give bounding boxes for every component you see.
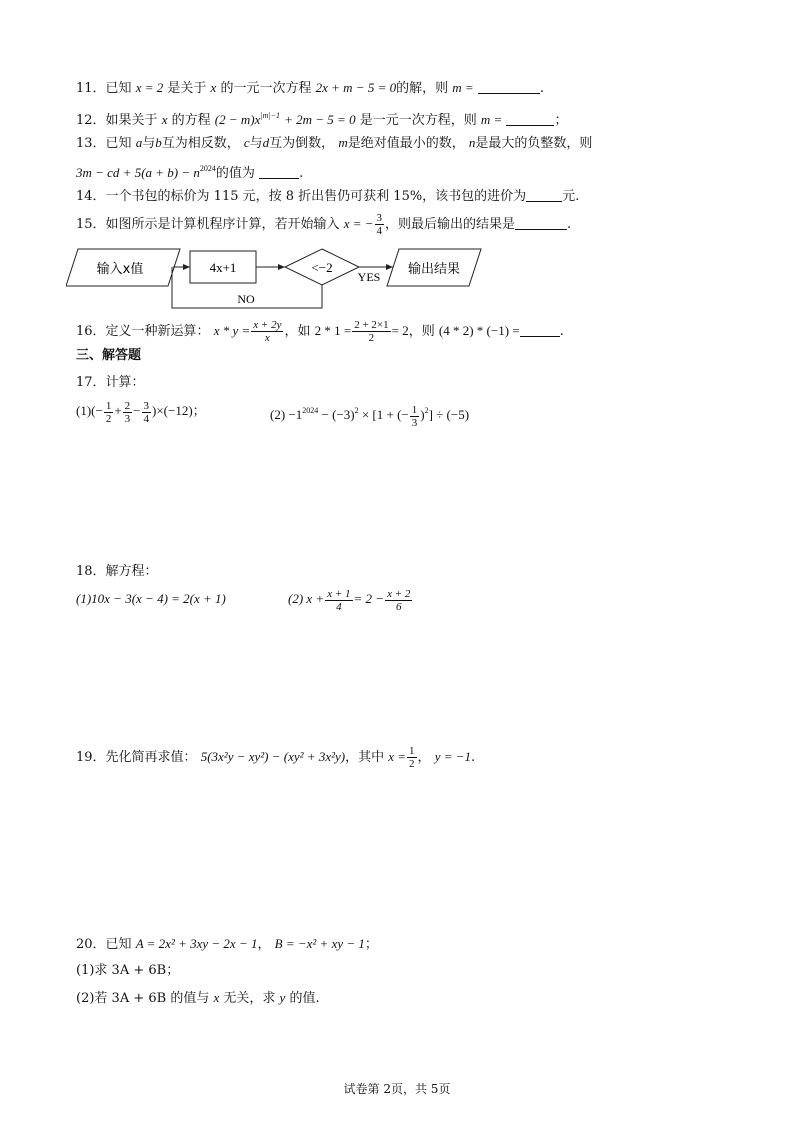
- q20-A-expr: A = 2x² + 3xy − 2x − 1: [135, 936, 258, 951]
- q16-ex-den: 2: [368, 332, 375, 344]
- q13-text7: 是最大的负整数，则: [475, 136, 593, 151]
- q16-text2: ，如: [284, 324, 311, 339]
- question-18: [76, 562, 158, 582]
- q13-var-d: d: [262, 135, 270, 150]
- q16-answer-blank[interactable]: [520, 322, 560, 337]
- q18-p2-f2-den: 6: [395, 600, 402, 613]
- q18-p2-a: (2) x +: [288, 591, 325, 606]
- q13-text6: 是绝对值最小的数，: [347, 136, 465, 151]
- q12-answer-label: m =: [480, 112, 503, 127]
- q11-text2: 是关于: [167, 81, 207, 96]
- q20-part-2: [76, 988, 320, 1009]
- q18-p2-f1-num: x + 1: [327, 587, 351, 600]
- q12-text: 如果关于: [105, 113, 158, 128]
- flow-condition-label: <−2: [311, 260, 333, 275]
- q19-frac-den: 2: [409, 758, 415, 770]
- q12-text3: 是一元一次方程，则: [359, 113, 477, 128]
- q17-p2-f-den: 3: [411, 416, 418, 429]
- q17-p1-frac2: [123, 400, 133, 425]
- q18-label: 解方程：: [105, 564, 158, 579]
- q19-y-eq: y = −1: [434, 749, 472, 764]
- question-19: [76, 742, 475, 773]
- q12-var: x: [161, 112, 168, 127]
- q11-answer-blank[interactable]: [478, 79, 540, 94]
- flow-arrowhead-yes: [386, 264, 393, 270]
- q17-label: 计算：: [105, 375, 145, 390]
- q11-eq2: 2x + m − 5 = 0: [315, 80, 397, 95]
- question-20: [76, 934, 378, 955]
- q13-var-c: c: [243, 135, 250, 150]
- q18-part-1: (1)10x − 3(x − 4) = 2(x + 1): [76, 591, 226, 606]
- q16-text3: ，则: [408, 324, 435, 339]
- q12-eq-b: + 2m − 5 = 0: [284, 112, 356, 127]
- q13-answer-blank[interactable]: [259, 164, 299, 179]
- section-heading: 三、解答题: [76, 348, 142, 363]
- q13-expression: 3m − cd + 5(a + b) − n: [76, 165, 200, 180]
- q17-p2-c: × [1 + (−: [361, 407, 409, 422]
- flow-input-label: 输入x值: [96, 262, 144, 277]
- q17-p1-f2-den: 3: [124, 412, 131, 425]
- q19-fraction: [407, 745, 417, 770]
- q15-frac-num: 3: [376, 212, 383, 224]
- q20-p2-x: x: [213, 990, 220, 1005]
- q13-var-n: n: [468, 135, 476, 150]
- flow-output-label: 输出结果: [407, 262, 461, 277]
- q18-part-2: [288, 584, 413, 614]
- q13-var-a: a: [135, 135, 143, 150]
- q16-question-expr: (4 * 2) * (−1) =: [438, 323, 520, 338]
- q17-p2-s3: 2: [424, 406, 429, 415]
- q18-p2-frac2: [385, 588, 412, 613]
- q17-part-2: [270, 396, 469, 430]
- q11-eq1: x = 2: [135, 80, 164, 95]
- q11-number: 11．: [76, 81, 106, 96]
- q11-answer-label: m =: [452, 80, 474, 95]
- q17-p2-e: ] ÷ (−5): [428, 407, 470, 422]
- q17-p2-frac: [410, 404, 420, 429]
- program-flowchart: [66, 246, 486, 312]
- q20-B-expr: B = −x² + xy − 1: [274, 936, 365, 951]
- q11-text3: 的一元一次方程: [220, 81, 312, 96]
- q15-number: 15．: [76, 217, 106, 232]
- q20-p2-a: (2)若 3A + 6B 的值与: [76, 991, 210, 1006]
- q13-text4: 与: [249, 136, 263, 151]
- q15-text: 如图所示是计算机程序计算，若开始输入: [105, 217, 340, 232]
- q12-text2: 的方程: [171, 113, 211, 128]
- q17-p1-op1: +: [114, 403, 122, 418]
- q20-number: 20．: [76, 937, 106, 952]
- q18-p2-f2-num: x + 2: [387, 587, 411, 600]
- q19-text2: ，其中: [345, 750, 385, 765]
- q17-p2-d: ): [420, 407, 425, 422]
- q20-p2-b: 无关，求: [223, 991, 276, 1006]
- q13-text5: 互为倒数，: [269, 136, 335, 151]
- q19-text: 先化简再求值：: [105, 750, 197, 765]
- q13-text3: 互为相反数，: [161, 136, 240, 151]
- q16-operation: x * y =: [213, 323, 251, 338]
- flow-step-label: 4x+1: [209, 260, 237, 275]
- question-15: [76, 210, 571, 239]
- q16-example: 2 * 1 =: [314, 323, 352, 338]
- question-11: [76, 78, 544, 99]
- q16-fraction: [251, 319, 283, 344]
- q19-sep: ，: [417, 750, 431, 765]
- question-17: [76, 373, 145, 393]
- q20-end: ；: [364, 937, 378, 952]
- q14-end: 元.: [562, 189, 580, 204]
- q12-eq-x: x: [254, 112, 261, 127]
- question-13-line2: [76, 159, 303, 184]
- q16-end: .: [559, 324, 564, 339]
- q11-end: .: [539, 81, 544, 96]
- q13-text: 已知: [105, 136, 132, 151]
- flow-no-label: NO: [237, 292, 255, 306]
- q16-example-fraction: [352, 319, 390, 344]
- question-16: [76, 316, 564, 347]
- q16-example-result: = 2: [391, 323, 409, 338]
- q20-p2-c: 的值.: [289, 991, 320, 1006]
- q13-text8: 的值为: [215, 166, 255, 181]
- q14-number: 14．: [76, 189, 106, 204]
- q17-p2-b: − (−3): [321, 407, 355, 422]
- q15-end: .: [567, 217, 572, 232]
- q13-text2: 与: [142, 136, 156, 151]
- q12-eq-exponent: |m|−1: [260, 111, 280, 120]
- q17-part-1: [76, 396, 206, 426]
- q13-end: .: [299, 166, 304, 181]
- q20-sep: ，: [257, 937, 271, 952]
- q18-number: 18．: [76, 564, 106, 579]
- page-footer: 试卷第 2页，共 5页: [343, 1082, 451, 1096]
- q18-p2-b: = 2 −: [353, 591, 385, 606]
- q16-ex-num: 2 + 2×1: [354, 319, 389, 331]
- q17-p1-f2-num: 2: [124, 399, 131, 412]
- q17-p1-op2: −: [133, 403, 141, 418]
- flow-arrowhead-1: [183, 264, 190, 270]
- q19-x-eq: x =: [388, 749, 407, 764]
- question-12: [76, 106, 567, 131]
- q12-eq-a: (2 − m): [214, 112, 255, 127]
- q16-number: 16．: [76, 324, 106, 339]
- q18-p2-f1-den: 4: [336, 600, 342, 613]
- q17-p1-f3-den: 4: [143, 412, 150, 425]
- q17-p1-f1-den: 2: [105, 412, 112, 425]
- q20-part-1: (1)求 3A + 6B；: [76, 963, 180, 978]
- q17-p1-b: )×(−12)；: [152, 403, 206, 418]
- q12-number: 12．: [76, 113, 106, 128]
- q19-frac-num: 1: [409, 745, 415, 757]
- q13-var-m: m: [338, 135, 348, 150]
- q19-expression: 5(3x²y − xy²) − (xy² + 3x²y): [200, 749, 346, 764]
- q20-text: 已知: [105, 937, 132, 952]
- q13-var-b: b: [155, 135, 162, 150]
- q15-frac-den: 4: [376, 225, 383, 237]
- q17-p2-s2: 2: [354, 406, 359, 415]
- q17-number: 17．: [76, 375, 106, 390]
- q15-answer-blank[interactable]: [515, 215, 567, 230]
- q13-exponent: 2024: [199, 164, 216, 173]
- q17-p2-f-num: 1: [411, 403, 418, 416]
- q12-answer-blank[interactable]: [506, 111, 554, 126]
- q16-frac-den: x: [264, 332, 270, 344]
- q14-answer-blank[interactable]: [526, 187, 562, 202]
- q16-frac-num: x + 2y: [253, 319, 282, 331]
- q16-text: 定义一种新运算：: [105, 324, 210, 339]
- q17-p1-f1-num: 1: [105, 399, 112, 412]
- q13-number: 13．: [76, 136, 106, 151]
- q15-fraction: [375, 212, 385, 237]
- q20-p2-y: y: [279, 990, 286, 1005]
- q17-p1-a: (1)(−: [76, 403, 103, 418]
- q17-p1-f3-num: 3: [143, 399, 150, 412]
- q18-p2-frac1: [325, 588, 352, 613]
- q15-x-eq: x = −: [343, 216, 374, 231]
- q11-var: x: [210, 80, 217, 95]
- q19-end: .: [471, 750, 476, 765]
- q15-text2: ，则最后输出的结果是: [385, 217, 516, 232]
- q17-p2-s1: 2024: [302, 406, 319, 415]
- q11-text4: 的解，则: [396, 81, 449, 96]
- question-14: [76, 187, 579, 207]
- q17-p2-a: (2) −1: [270, 407, 303, 422]
- q12-end: ；: [554, 113, 568, 128]
- question-13: [76, 133, 592, 154]
- q14-text: 一个书包的标价为 115 元，按 8 折出售仍可获利 15%，该书包的进价为: [105, 189, 527, 204]
- q17-p1-frac1: [104, 400, 114, 425]
- q19-number: 19．: [76, 750, 106, 765]
- q11-text: 已知: [105, 81, 132, 96]
- q17-p1-frac3: [142, 400, 152, 425]
- flow-yes-label: YES: [357, 270, 381, 284]
